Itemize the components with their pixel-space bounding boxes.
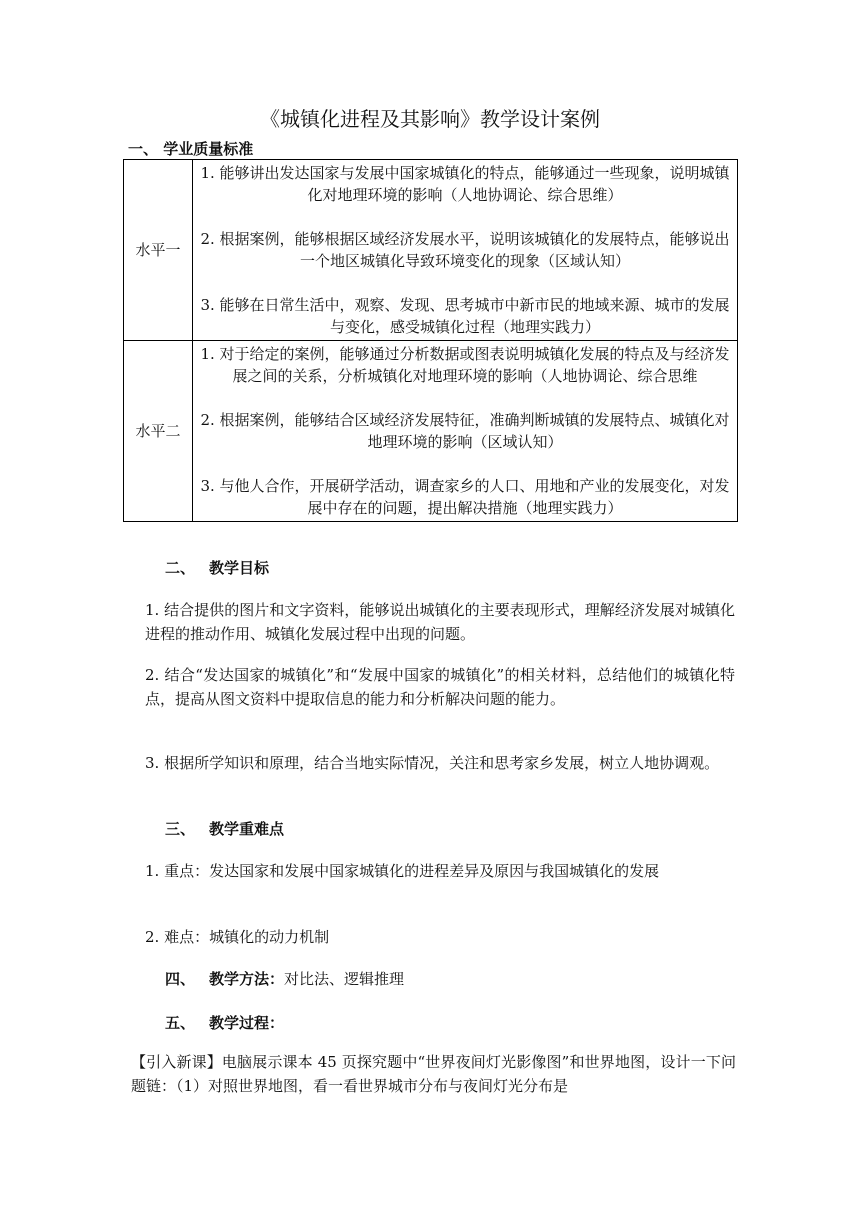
section-heading-methods (165, 968, 404, 989)
standard-item: 2. 根据案例，能够结合区域经济发展特征，准确判断城镇的发展特点、城镇化对地理环境的影响（区域认知） (200, 411, 730, 451)
section-number: 五、 (165, 1014, 196, 1032)
quality-standards-table (123, 159, 738, 522)
key-point-item: 1. 重点：发达国家和发展中国家城镇化的进程差异及原因与我国城镇化的发展 (145, 862, 660, 880)
level-cell: 水平二 (124, 341, 193, 522)
standard-item: 3. 与他人合作，开展研学活动，调查家乡的人口、用地和产业的发展变化，对发展中存在的问题，提出解决措施（地理实践力） (200, 477, 730, 517)
standard-item: 1. 对于给定的案例，能够通过分析数据或图表说明城镇化发展的特点及与经济发展之间的关系，分析城镇化对地理环境的影响（人地协调论、综合思维 (200, 345, 730, 385)
section-heading-standards: 一、 学业质量标准 (128, 140, 254, 158)
section-title: 教学过程： (209, 1014, 285, 1032)
level-cell: 水平一 (124, 160, 193, 341)
section-title: 教学重难点 (209, 820, 285, 838)
standards-cell (193, 160, 738, 341)
section-title: 教学方法： (209, 970, 285, 988)
section-number: 四、 (165, 970, 196, 988)
section-heading-key-points (165, 818, 284, 839)
objective-item: 3. 根据所学知识和原理，结合当地实际情况，关注和思考家乡发展，树立人地协调观。 (145, 754, 720, 772)
document-title: 《城镇化进程及其影响》教学设计案例 (260, 107, 600, 131)
standard-item: 1. 能够讲出发达国家与发展中国家城镇化的特点，能够通过一些现象，说明城镇化对地理环境的影响（人地协调论、综合思维） (200, 164, 730, 204)
section-number: 二、 (165, 559, 196, 577)
objective-item: 1. 结合提供的图片和文字资料，能够说出城镇化的主要表现形式，理解经济发展对城镇化进程的推动作用、城镇化发展过程中出现的问题。 (145, 601, 735, 643)
standards-cell (193, 341, 738, 522)
table-row (124, 341, 738, 522)
table-row (124, 160, 738, 341)
section-heading-process (165, 1012, 284, 1033)
section-heading-objectives (165, 557, 269, 578)
objective-item: 2. 结合“发达国家的城镇化”和“发展中国家的城镇化”的相关材料，总结他们的城镇化特点，提高从图文资料中提取信息的能力和分析解决问题的能力。 (145, 666, 735, 708)
section-title: 教学目标 (209, 559, 270, 577)
standard-item: 3. 能够在日常生活中，观察、发现、思考城市中新市民的地域来源、城市的发展与变化，感受城镇化过程（地理实践力） (200, 296, 730, 336)
methods-text: 对比法、逻辑推理 (284, 970, 405, 988)
section-number: 三、 (165, 820, 196, 838)
intro-paragraph: 【引入新课】电脑展示课本 45 页探究题中“世界夜间灯光影像图”和世界地图，设计一下问题链：（1）对照世界地图，看一看世界城市分布与夜间灯光分布是 (131, 1053, 736, 1095)
key-point-item: 2. 难点：城镇化的动力机制 (145, 928, 330, 946)
standard-item: 2. 根据案例，能够根据区域经济发展水平，说明该城镇化的发展特点，能够说出一个地区城镇化导致环境变化的现象（区域认知） (200, 230, 730, 270)
